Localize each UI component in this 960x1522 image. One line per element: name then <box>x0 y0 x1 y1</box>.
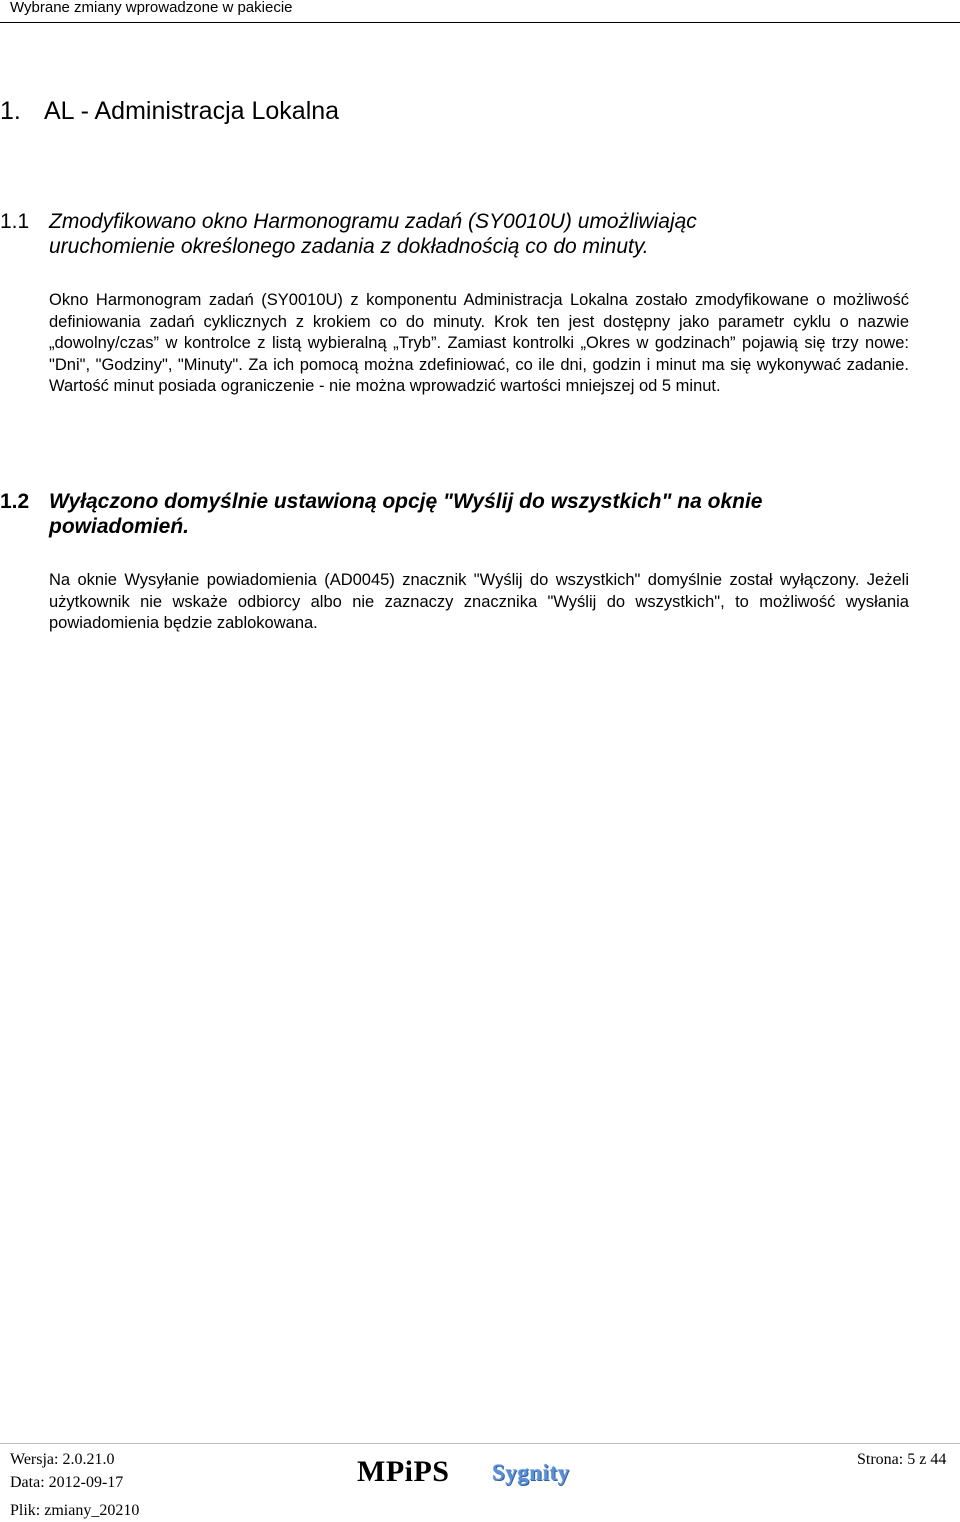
section-1-1-body: Okno Harmonogram zadań (SY0010U) z komponentu Administracja Lokalna zostało zmodyfikowane o możliwość definiowania zadań cyklicznych z krokiem co do minuty. Krok ten jest dostępny jako parametr cyklu o nazwie „dowolny/czas” w kontrolce z listą wybieralną „Tryb”. Zamiast kontrolki „Okres w godzinach” pojawią się trzy nowe: "Dni", "Godziny", "Minuty". Za ich pomocą można zdefiniować, co ile dni, godzin i minut ma się wykonywać zadanie. Wartość minut posiada ograniczenie - nie można wprowadzić wartości mniejszej od 5 minut. <box>49 291 909 395</box>
footer-page-number: Strona: 5 z 44 <box>857 1451 947 1468</box>
section-1-2-heading <box>0 489 940 539</box>
page-header <box>0 0 960 23</box>
footer-date: Data: 2012-09-17 <box>10 1474 124 1491</box>
footer-version: Wersja: 2.0.21.0 <box>10 1451 115 1468</box>
footer-file: Plik: zmiany_20210 <box>10 1502 140 1519</box>
section-1-number: 1. <box>0 97 21 125</box>
section-1-1-title-line1: Zmodyfikowano okno Harmonogramu zadań (SY0010U) umożliwiając <box>49 210 697 233</box>
section-1-2-body: Na oknie Wysyłanie powiadomienia (AD0045) znacznik "Wyślij do wszystkich" domyślnie został wyłączony. Jeżeli użytkownik nie wskaże odbiorcy albo nie zaznaczy znacznika "Wyślij do wszystkich", to możliwość wysłania powiadomienia będzie zablokowana. <box>49 571 909 632</box>
section-1-heading <box>0 96 339 126</box>
section-1-1-number: 1.1 <box>0 210 30 233</box>
section-1-2-title-line2: powiadomień. <box>49 515 190 538</box>
section-1-2-number: 1.2 <box>0 490 30 513</box>
mpips-logo: MPiPS <box>357 1455 450 1488</box>
header-title: Wybrane zmiany wprowadzone w pakiecie <box>10 0 293 16</box>
sygnity-logo: Sygnity <box>492 1460 570 1485</box>
footer-divider <box>0 1443 960 1444</box>
section-1-1-heading <box>0 209 940 259</box>
section-1-1-title-line2: uruchomienie określonego zadania z dokładnością co do minuty. <box>49 235 649 258</box>
section-1-title: AL - Administracja Lokalna <box>44 97 340 125</box>
section-1-2-title-line1: Wyłączono domyślnie ustawioną opcję "Wyślij do wszystkich" na oknie <box>49 490 763 513</box>
